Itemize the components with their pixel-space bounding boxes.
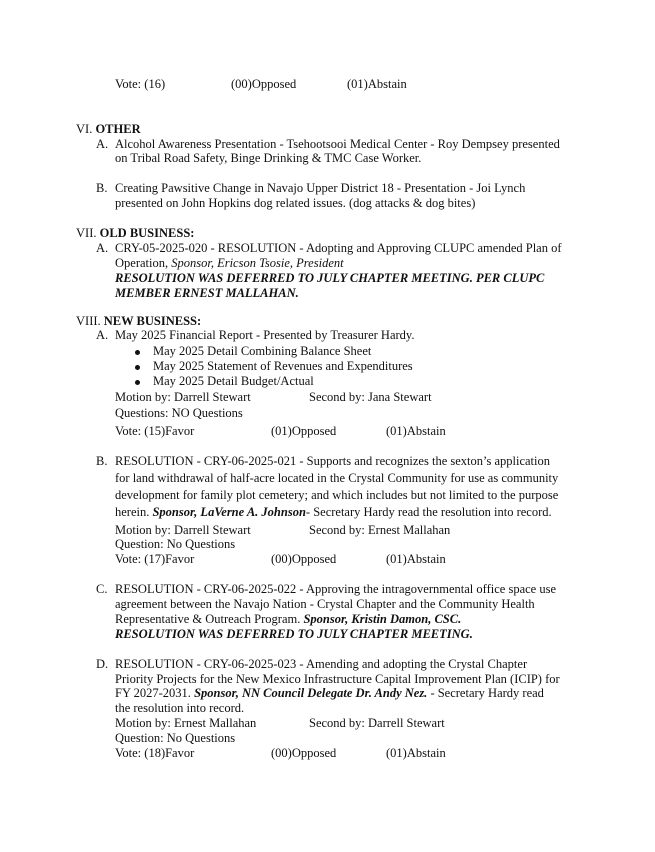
item-8a-questions: Questions: NO Questions [115, 406, 243, 420]
item-8c-letter: C. [96, 582, 108, 596]
item-8a-abstain: (01)Abstain [386, 424, 446, 438]
item-8d-sponsor: Sponsor, NN Council Delegate Dr. Andy Nez. [194, 686, 428, 700]
item-8c-line3-text: Representative & Outreach Program. [115, 612, 304, 626]
item-8d-line1: RESOLUTION - CRY-06-2025-023 - Amending and adopting the Crystal Chapter [115, 657, 528, 671]
item-8b-line1: RESOLUTION - CRY-06-2025-021 - Supports and recognizes the sexton’s application [115, 454, 551, 468]
item-8a-bullet-2: May 2025 Statement of Revenues and Expenditures [153, 359, 413, 373]
top-vote-count: Vote: (16) [115, 77, 166, 91]
bullet-dot [135, 350, 140, 355]
item-8b-line2: for land withdrawal of half-acre located in the Crystal Community for use as community [115, 471, 559, 485]
section-7-heading [76, 226, 194, 241]
item-8b-second: Second by: Ernest Mallahan [309, 523, 451, 537]
item-6b-line2: presented on John Hopkins dog related issues. (dog attacks & dog bites) [115, 196, 476, 210]
item-8b-vote: Vote: (17)Favor [115, 552, 195, 566]
bullet-dot [135, 380, 140, 385]
item-8a-motion: Motion by: Darrell Stewart [115, 390, 251, 404]
item-8d-opposed: (00)Opposed [271, 746, 337, 760]
item-8b-line4-text: herein. [115, 505, 153, 519]
section-6-heading [76, 122, 141, 137]
item-8b-line4 [115, 505, 552, 520]
item-7a-line2-text: Operation, [115, 256, 172, 270]
item-7a-sponsor: Sponsor, Ericson Tsosie, President [171, 256, 344, 270]
item-8d-motion: Motion by: Ernest Mallahan [115, 716, 257, 730]
item-8a-bullet-3: May 2025 Detail Budget/Actual [153, 374, 314, 388]
item-8c-deferred: RESOLUTION WAS DEFERRED TO JULY CHAPTER MEETING. [115, 627, 473, 641]
section-8-title: NEW BUSINESS: [103, 314, 202, 328]
top-vote-abstain: (01)Abstain [347, 77, 407, 91]
item-8a-vote: Vote: (15)Favor [115, 424, 195, 438]
bullet-dot [135, 365, 140, 370]
item-8d-line3 [115, 686, 544, 701]
top-vote-opposed: (00)Opposed [231, 77, 297, 91]
item-8d-abstain: (01)Abstain [386, 746, 446, 760]
item-8b-line4-rest: - Secretary Hardy read the resolution into record. [305, 505, 552, 519]
item-6a-letter: A. [96, 137, 109, 151]
section-7-number: VII. [76, 226, 97, 240]
item-8d-line3-rest: - Secretary Hardy read [427, 686, 544, 700]
item-8a-opposed: (01)Opposed [271, 424, 337, 438]
section-6-title: OTHER [95, 122, 141, 136]
item-6a-line1: Alcohol Awareness Presentation - Tsehootsooi Medical Center - Roy Dempsey presented [115, 137, 560, 151]
section-7-title: OLD BUSINESS: [99, 226, 195, 240]
item-8d-letter: D. [96, 657, 109, 671]
item-8a-letter: A. [96, 328, 109, 342]
item-6b-letter: B. [96, 181, 108, 195]
item-8a-bullet-1: May 2025 Detail Combining Balance Sheet [153, 344, 372, 358]
item-8b-letter: B. [96, 454, 108, 468]
item-6b-line1: Creating Pawsitive Change in Navajo Upper District 18 - Presentation - Joi Lynch [115, 181, 526, 195]
item-8c-line1: RESOLUTION - CRY-06-2025-022 - Approving the intragovernmental office space use [115, 582, 556, 596]
item-8c-line3 [115, 612, 461, 627]
section-8-heading [76, 314, 201, 329]
item-8b-line3: development for family plot cemetery; and which includes but not limited to the purpose [115, 488, 559, 502]
item-8b-sponsor: Sponsor, LaVerne A. Johnson [152, 505, 306, 519]
item-7a-letter: A. [96, 241, 109, 255]
item-8a-line1: May 2025 Financial Report - Presented by Treasurer Hardy. [115, 328, 415, 342]
item-8c-line2: agreement between the Navajo Nation - Crystal Chapter and the Community Health [115, 597, 535, 611]
item-8c-sponsor: Sponsor, Kristin Damon, CSC. [303, 612, 462, 626]
item-8a-second: Second by: Jana Stewart [309, 390, 432, 404]
item-7a-deferred-line2: MEMBER ERNEST MALLAHAN. [115, 286, 299, 300]
item-7a-line1: CRY-05-2025-020 - RESOLUTION - Adopting and Approving CLUPC amended Plan of [115, 241, 562, 255]
item-8b-motion: Motion by: Darrell Stewart [115, 523, 251, 537]
item-8d-question: Question: No Questions [115, 731, 236, 745]
item-8d-second: Second by: Darrell Stewart [309, 716, 445, 730]
item-8d-line4: the resolution into record. [115, 701, 245, 715]
section-6-number: VI. [76, 122, 93, 136]
item-8b-opposed: (00)Opposed [271, 552, 337, 566]
item-8d-vote: Vote: (18)Favor [115, 746, 195, 760]
item-6a-line2: on Tribal Road Safety, Binge Drinking & TMC Case Worker. [115, 151, 422, 165]
item-8d-line2: Priority Projects for the New Mexico Infrastructure Capital Improvement Plan (ICIP) for [115, 672, 560, 686]
item-8b-abstain: (01)Abstain [386, 552, 446, 566]
item-7a-line2 [115, 256, 344, 271]
item-8d-line3-text: FY 2027-2031. [115, 686, 195, 700]
item-8b-question: Question: No Questions [115, 537, 236, 551]
section-8-number: VIII. [76, 314, 101, 328]
item-7a-deferred-line1: RESOLUTION WAS DEFERRED TO JULY CHAPTER MEETING. PER CLUPC [115, 271, 545, 285]
